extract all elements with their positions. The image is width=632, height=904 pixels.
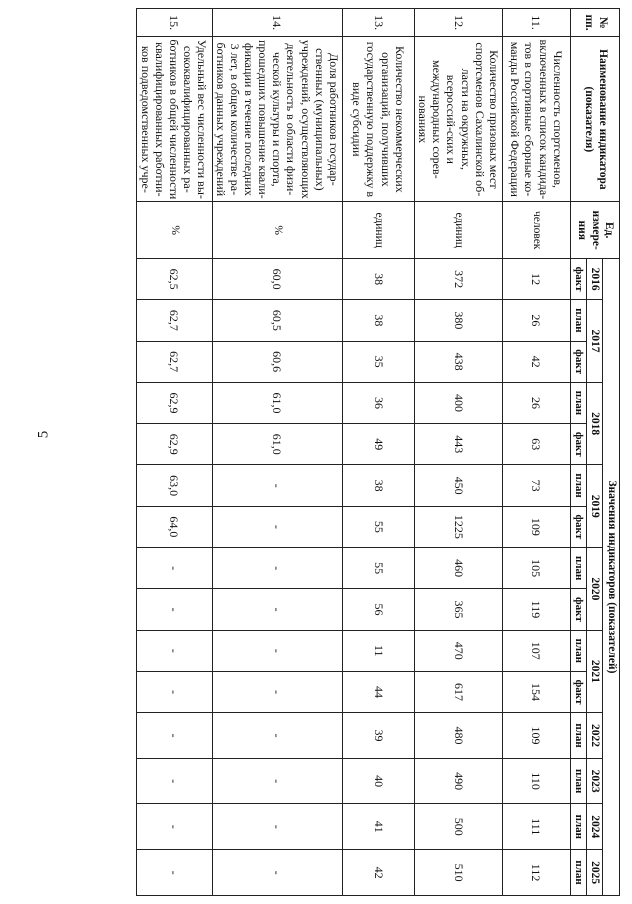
year-2019: 2019 xyxy=(586,465,603,548)
indicator-name: Количество некоммерческих организаций, получивших государственную поддержку в виде субсидии xyxy=(342,37,414,202)
indicator-value: 110 xyxy=(502,758,570,804)
sub-fact: факт xyxy=(570,671,586,712)
indicator-value: 60,0 xyxy=(212,258,342,299)
indicator-value: - xyxy=(212,589,342,630)
indicator-value: 1225 xyxy=(414,506,502,547)
indicator-name: Численность спортсменов, включенных в список кандида-тов в спортивные сборные ко-манды Российской Федерации xyxy=(502,37,570,202)
indicator-value: 60,6 xyxy=(212,341,342,382)
indicator-value: 490 xyxy=(414,758,502,804)
table-row xyxy=(212,9,342,896)
indicator-value: 400 xyxy=(414,382,502,423)
sub-plan: план xyxy=(570,300,586,341)
sub-fact: факт xyxy=(570,258,586,299)
table-row xyxy=(342,9,414,896)
indicator-value: 41 xyxy=(342,804,414,850)
indicator-value: 60,5 xyxy=(212,300,342,341)
indicator-value: - xyxy=(212,850,342,896)
header-row-1 xyxy=(603,9,620,896)
indicator-value: 40 xyxy=(342,758,414,804)
row-number: 13. xyxy=(342,9,414,37)
indicator-value: - xyxy=(136,589,212,630)
indicator-value: 36 xyxy=(342,382,414,423)
indicator-value: 62,7 xyxy=(136,300,212,341)
indicator-value: 73 xyxy=(502,465,570,506)
year-2018: 2018 xyxy=(586,382,603,465)
indicator-value: 510 xyxy=(414,850,502,896)
row-number: 11. xyxy=(502,9,570,37)
sub-plan: план xyxy=(570,548,586,589)
indicator-value: 61,0 xyxy=(212,424,342,465)
table-row xyxy=(414,9,502,896)
sub-fact: факт xyxy=(570,424,586,465)
header-unit: Ед. измере-ния xyxy=(570,202,619,259)
indicator-value: 63,0 xyxy=(136,465,212,506)
indicator-value: - xyxy=(136,713,212,759)
indicator-unit: единиц xyxy=(342,202,414,259)
indicator-value: 154 xyxy=(502,671,570,712)
year-2022: 2022 xyxy=(586,713,603,759)
header-no: № пп. xyxy=(570,9,619,37)
indicator-value: - xyxy=(212,671,342,712)
table-row xyxy=(502,9,570,896)
indicator-value: 62,9 xyxy=(136,424,212,465)
indicator-value: 438 xyxy=(414,341,502,382)
indicator-value: - xyxy=(136,804,212,850)
indicator-value: 56 xyxy=(342,589,414,630)
indicator-value: 105 xyxy=(502,548,570,589)
indicator-value: 62,5 xyxy=(136,258,212,299)
sub-plan: план xyxy=(570,758,586,804)
indicator-value: 42 xyxy=(342,850,414,896)
indicator-value: 372 xyxy=(414,258,502,299)
row-number: 12. xyxy=(414,9,502,37)
indicator-value: 450 xyxy=(414,465,502,506)
indicator-value: 26 xyxy=(502,300,570,341)
year-2023: 2023 xyxy=(586,758,603,804)
row-number: 15. xyxy=(136,9,212,37)
indicator-value: 112 xyxy=(502,850,570,896)
indicator-unit: % xyxy=(212,202,342,259)
indicator-value: - xyxy=(212,465,342,506)
header-values: Значения индикаторов (показателей) xyxy=(603,258,620,895)
indicator-value: 55 xyxy=(342,506,414,547)
indicator-value: - xyxy=(212,804,342,850)
table-body xyxy=(136,9,570,896)
indicator-value: - xyxy=(212,630,342,671)
indicator-value: 480 xyxy=(414,713,502,759)
indicator-value: - xyxy=(136,758,212,804)
indicators-table xyxy=(136,8,620,896)
indicator-value: 38 xyxy=(342,465,414,506)
indicator-value: 380 xyxy=(414,300,502,341)
indicator-value: 55 xyxy=(342,548,414,589)
indicator-value: - xyxy=(136,850,212,896)
indicator-value: - xyxy=(212,758,342,804)
indicator-value: 62,7 xyxy=(136,341,212,382)
indicator-value: 617 xyxy=(414,671,502,712)
indicator-value: 44 xyxy=(342,671,414,712)
indicator-value: 63 xyxy=(502,424,570,465)
sub-fact: факт xyxy=(570,589,586,630)
year-2020: 2020 xyxy=(586,548,603,631)
year-2021: 2021 xyxy=(586,630,603,713)
sub-plan: план xyxy=(570,713,586,759)
indicator-unit: человек xyxy=(502,202,570,259)
indicator-value: 12 xyxy=(502,258,570,299)
indicator-value: 39 xyxy=(342,713,414,759)
indicator-value: - xyxy=(212,713,342,759)
indicator-value: 61,0 xyxy=(212,382,342,423)
indicator-name: Количество призовых мест спортсменов Сахалинской об-ласти на окружных, всероссий-ских и международных сорев-нованиях xyxy=(414,37,502,202)
indicator-value: 443 xyxy=(414,424,502,465)
indicator-value: 107 xyxy=(502,630,570,671)
page-number: 5 xyxy=(35,430,52,439)
indicator-name: Удельный вес численности вы-сококвалифицированных ра-ботников в общей численности квалифицированных работни-ков подведомственных учре- xyxy=(136,37,212,202)
indicator-value: 49 xyxy=(342,424,414,465)
rotated-table-container xyxy=(80,8,620,896)
year-2016: 2016 xyxy=(586,258,603,299)
indicator-value: 109 xyxy=(502,506,570,547)
indicator-unit: % xyxy=(136,202,212,259)
sub-plan: план xyxy=(570,465,586,506)
indicator-value: 109 xyxy=(502,713,570,759)
sub-plan: план xyxy=(570,630,586,671)
indicator-value: - xyxy=(136,630,212,671)
indicator-value: 460 xyxy=(414,548,502,589)
sub-plan: план xyxy=(570,382,586,423)
sub-plan: план xyxy=(570,850,586,896)
indicator-value: 119 xyxy=(502,589,570,630)
year-2017: 2017 xyxy=(586,300,603,383)
indicator-name: Доля работников государ-ственных (муниципальных) учреждений, осуществляющих деятельность в области физи-ческой культуры и спорта, прошедших повышение квали-фикации в течение последних 3 лет, в общем количестве ра-ботников данных учреждений xyxy=(212,37,342,202)
indicator-value: 38 xyxy=(342,258,414,299)
year-2025: 2025 xyxy=(586,850,603,896)
indicator-value: - xyxy=(212,506,342,547)
year-2024: 2024 xyxy=(586,804,603,850)
sub-fact: факт xyxy=(570,506,586,547)
sub-plan: план xyxy=(570,804,586,850)
indicator-value: 42 xyxy=(502,341,570,382)
indicator-value: 38 xyxy=(342,300,414,341)
indicator-value: 470 xyxy=(414,630,502,671)
indicator-value: 26 xyxy=(502,382,570,423)
row-number: 14. xyxy=(212,9,342,37)
indicator-value: 64,0 xyxy=(136,506,212,547)
indicator-value: - xyxy=(212,548,342,589)
indicator-value: - xyxy=(136,671,212,712)
indicator-value: - xyxy=(136,548,212,589)
table-row xyxy=(136,9,212,896)
indicator-value: 500 xyxy=(414,804,502,850)
indicator-unit: единиц xyxy=(414,202,502,259)
indicator-value: 62,9 xyxy=(136,382,212,423)
indicator-value: 111 xyxy=(502,804,570,850)
indicator-value: 11 xyxy=(342,630,414,671)
indicator-value: 35 xyxy=(342,341,414,382)
indicator-value: 365 xyxy=(414,589,502,630)
sub-fact: факт xyxy=(570,341,586,382)
header-name: Наименование индикатора (показателя) xyxy=(570,37,619,202)
